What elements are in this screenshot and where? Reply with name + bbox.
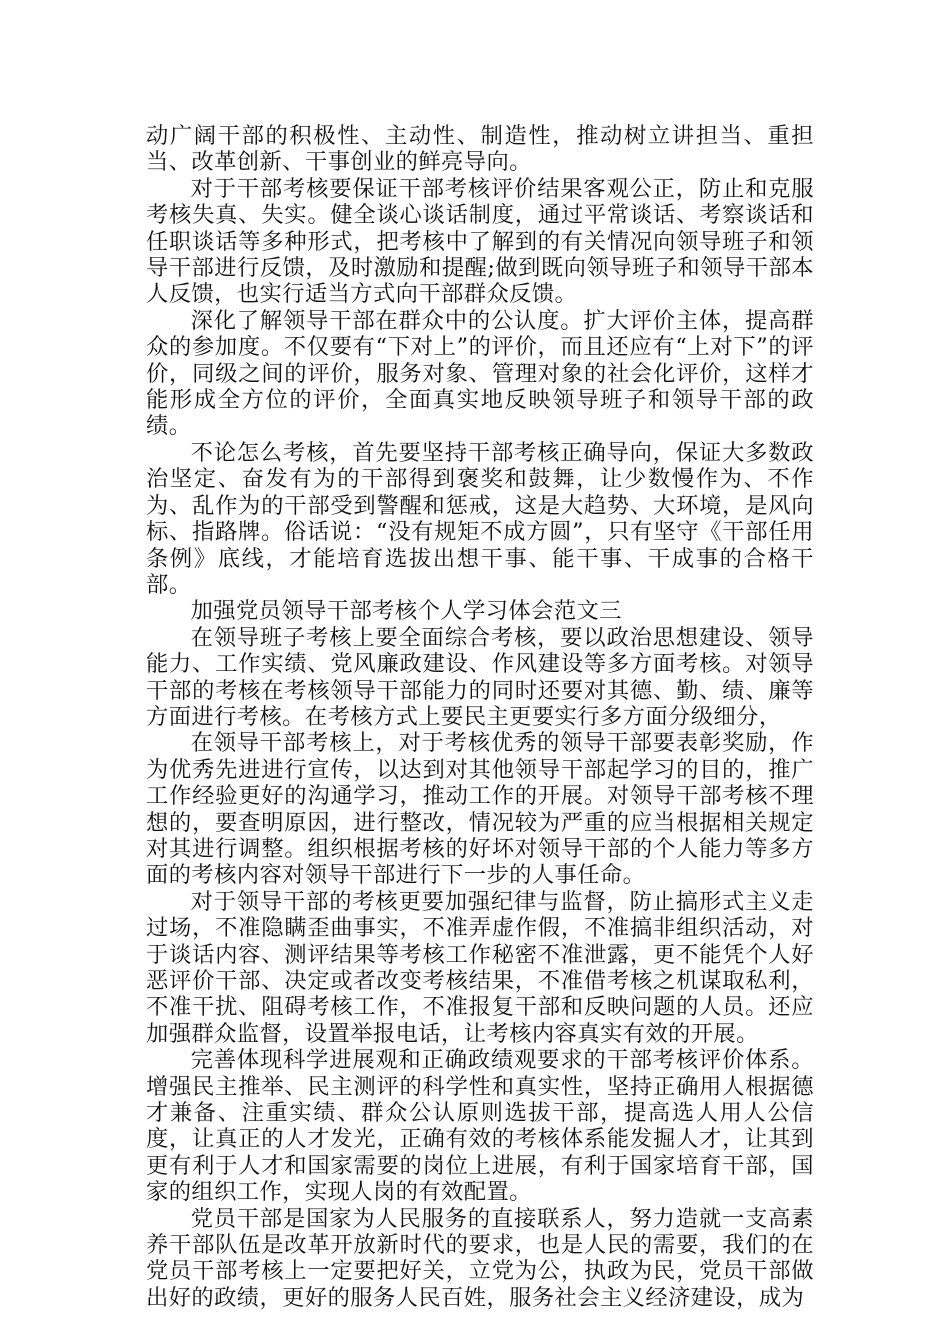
paragraph-6: 在领导干部考核上，对于考核优秀的领导干部要表彰奖励，作为优秀先进进行宣传，以达到对其他领导干部起学习的目的，推广工作经验更好的沟通学习，推动工作的开展。对领导干部考核不理想的，要查明原因，进行整改，情况较为严重的应当根据相关规定对其进行调整。组织根据考核的好坏对领导干部的个人能力等多方面的考核内容对领导干部进行下一步的人事任命。 [146,730,814,889]
paragraph-2: 对于干部考核要保证干部考核评价结果客观公正，防止和克服考核失真、失实。健全谈心谈话制度，通过平常谈话、考察谈话和任职谈话等多种形式，把考核中了解到的有关情况向领导班子和领导干部进行反馈，及时激励和提醒;做到既向领导班子和领导干部本人反馈，也实行适当方式向干部群众反馈。 [146,175,814,308]
section-heading: 加强党员领导干部考核个人学习体会范文三 [190,598,622,625]
paragraph-1: 动广阔干部的积极性、主动性、制造性，推动树立讲担当、重担当、改革创新、干事创业的鲜亮导向。 [146,123,814,176]
paragraph-9: 党员干部是国家为人民服务的直接联系人，努力造就一支高素养干部队伍是改革开放新时代的要求，也是人民的需要，我们的在党员干部考核上一定要把好关，立党为公，执政为民，党员干部做出好的政绩，更好的服务人民百姓，服务社会主义经济建设，成为 [146,1205,814,1311]
document-body [146,123,814,1311]
paragraph-5: 在领导班子考核上要全面综合考核，要以政治思想建设、领导能力、工作实绩、党风廉政建设、作风建设等多方面考核。对领导干部的考核在考核领导干部能力的同时还要对其德、勤、绩、廉等方面进行考核。在考核方式上要民主更要实行多方面分级细分， [146,624,814,730]
paragraph-7: 对于领导干部的考核更要加强纪律与监督，防止搞形式主义走过场，不准隐瞒歪曲事实，不准弄虚作假，不准搞非组织活动，对于谈话内容、测评结果等考核工作秘密不准泄露，更不能凭个人好恶评价干部、决定或者改变考核结果，不准借考核之机谋取私利，不准干扰、阻碍考核工作，不准报复干部和反映问题的人员。还应加强群众监督，设置举报电话，让考核内容真实有效的开展。 [146,888,814,1047]
paragraph-3: 深化了解领导干部在群众中的公认度。扩大评价主体，提高群众的参加度。不仅要有“下对上”的评价，而且还应有“上对下”的评价，同级之间的评价，服务对象、管理对象的社会化评价，这样才能形成全方位的评价，全面真实地反映领导班子和领导干部的政绩。 [146,307,814,440]
paragraph-4: 不论怎么考核，首先要坚持干部考核正确导向，保证大多数政治坚定、奋发有为的干部得到褒奖和鼓舞，让少数慢作为、不作为、乱作为的干部受到警醒和惩戒，这是大趋势、大环境，是风向标、指路牌。俗话说：“没有规矩不成方圆”，只有坚守《干部任用条例》底线，才能培育选拔出想干事、能干事、干成事的合格干部。 [146,439,814,598]
paragraph-8: 完善体现科学进展观和正确政绩观要求的干部考核评价体系。增强民主推举、民主测评的科学性和真实性，坚持正确用人根据德才兼备、注重实绩、群众公认原则选拔干部，提高选人用人公信度，让真正的人才发光，正确有效的考核体系能发掘人才，让其到更有利于人才和国家需要的岗位上进展，有利于国家培育干部，国家的组织工作，实现人岗的有效配置。 [146,1047,814,1206]
